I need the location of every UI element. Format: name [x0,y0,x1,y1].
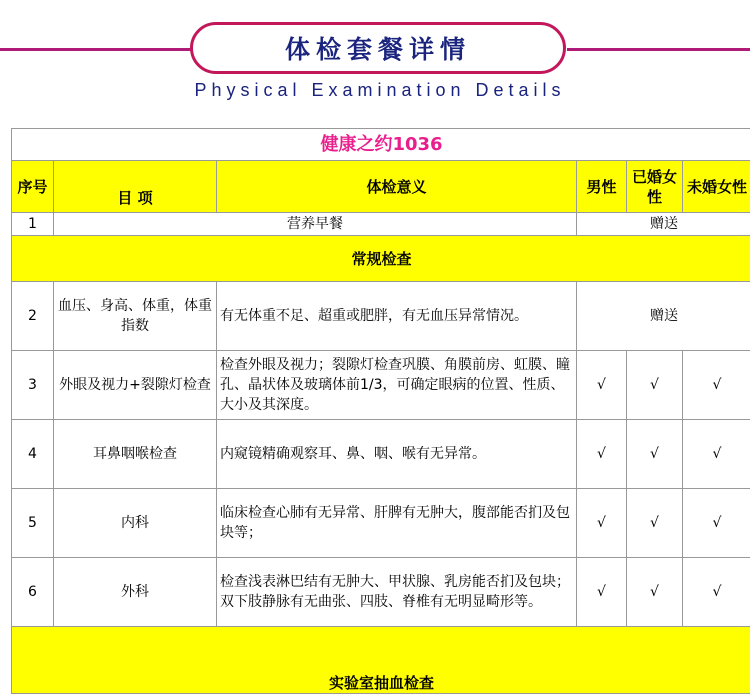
check-married-female: √ [627,489,683,558]
col-married-female: 已婚女性 [627,161,683,213]
row-no: 6 [12,558,54,627]
title-pill [190,22,566,74]
row-item: 血压、身高、体重，体重指数 [54,282,217,351]
check-married-female: √ [627,420,683,489]
check-unmarried-female: √ [683,351,750,420]
row-item: 耳鼻咽喉检查 [54,420,217,489]
check-unmarried-female: √ [683,558,750,627]
table-row [12,489,750,558]
col-no: 序号 [12,161,54,213]
row-no: 4 [12,420,54,489]
table-row [12,420,750,489]
package-name: 健康之约1036 [12,129,750,161]
row-value: 赠送 [577,282,750,351]
section-title: 常规检查 [12,236,750,282]
package-row [12,129,750,161]
row-meaning: 检查浅表淋巴结有无肿大、甲状腺、乳房能否扪及包块；双下肢静脉有无曲张、四肢、脊椎有无明显畸形等。 [217,558,577,627]
check-unmarried-female: √ [683,489,750,558]
row-value: 赠送 [577,213,750,236]
section-title: 实验室抽血检查 [12,627,750,694]
check-male: √ [577,351,627,420]
col-item: 目 项 [54,161,217,213]
table-row [12,351,750,420]
row-meaning: 内窥镜精确观察耳、鼻、咽、喉有无异常。 [217,420,577,489]
row-item: 外科 [54,558,217,627]
section-row [12,236,750,282]
exam-table [11,128,750,694]
header-line-right [567,48,750,51]
table-row [12,282,750,351]
row-no: 3 [12,351,54,420]
row-no: 1 [12,213,54,236]
section-row [12,627,750,694]
col-male: 男性 [577,161,627,213]
row-item: 内科 [54,489,217,558]
check-married-female: √ [627,351,683,420]
page-header [0,0,750,128]
check-unmarried-female: √ [683,420,750,489]
table-row [12,558,750,627]
col-unmarried-female: 未婚女性 [683,161,750,213]
page-subtitle: Physical Examination Details [0,80,750,101]
col-meaning: 体检意义 [217,161,577,213]
check-male: √ [577,420,627,489]
row-no: 5 [12,489,54,558]
check-male: √ [577,558,627,627]
check-male: √ [577,489,627,558]
header-row [12,161,750,213]
row-item: 外眼及视力+裂隙灯检查 [54,351,217,420]
row-no: 2 [12,282,54,351]
row-meaning: 临床检查心肺有无异常、肝脾有无肿大，腹部能否扪及包块等； [217,489,577,558]
header-line-left [0,48,192,51]
page-title: 体检套餐详情 [285,30,471,66]
row-meaning: 检查外眼及视力；裂隙灯检查巩膜、角膜前房、虹膜、瞳孔、晶状体及玻璃体前1/3，可确定眼病的位置、性质、大小及其深度。 [217,351,577,420]
table-row [12,213,750,236]
check-married-female: √ [627,558,683,627]
row-meaning: 有无体重不足、超重或肥胖，有无血压异常情况。 [217,282,577,351]
row-item: 营养早餐 [54,213,577,236]
